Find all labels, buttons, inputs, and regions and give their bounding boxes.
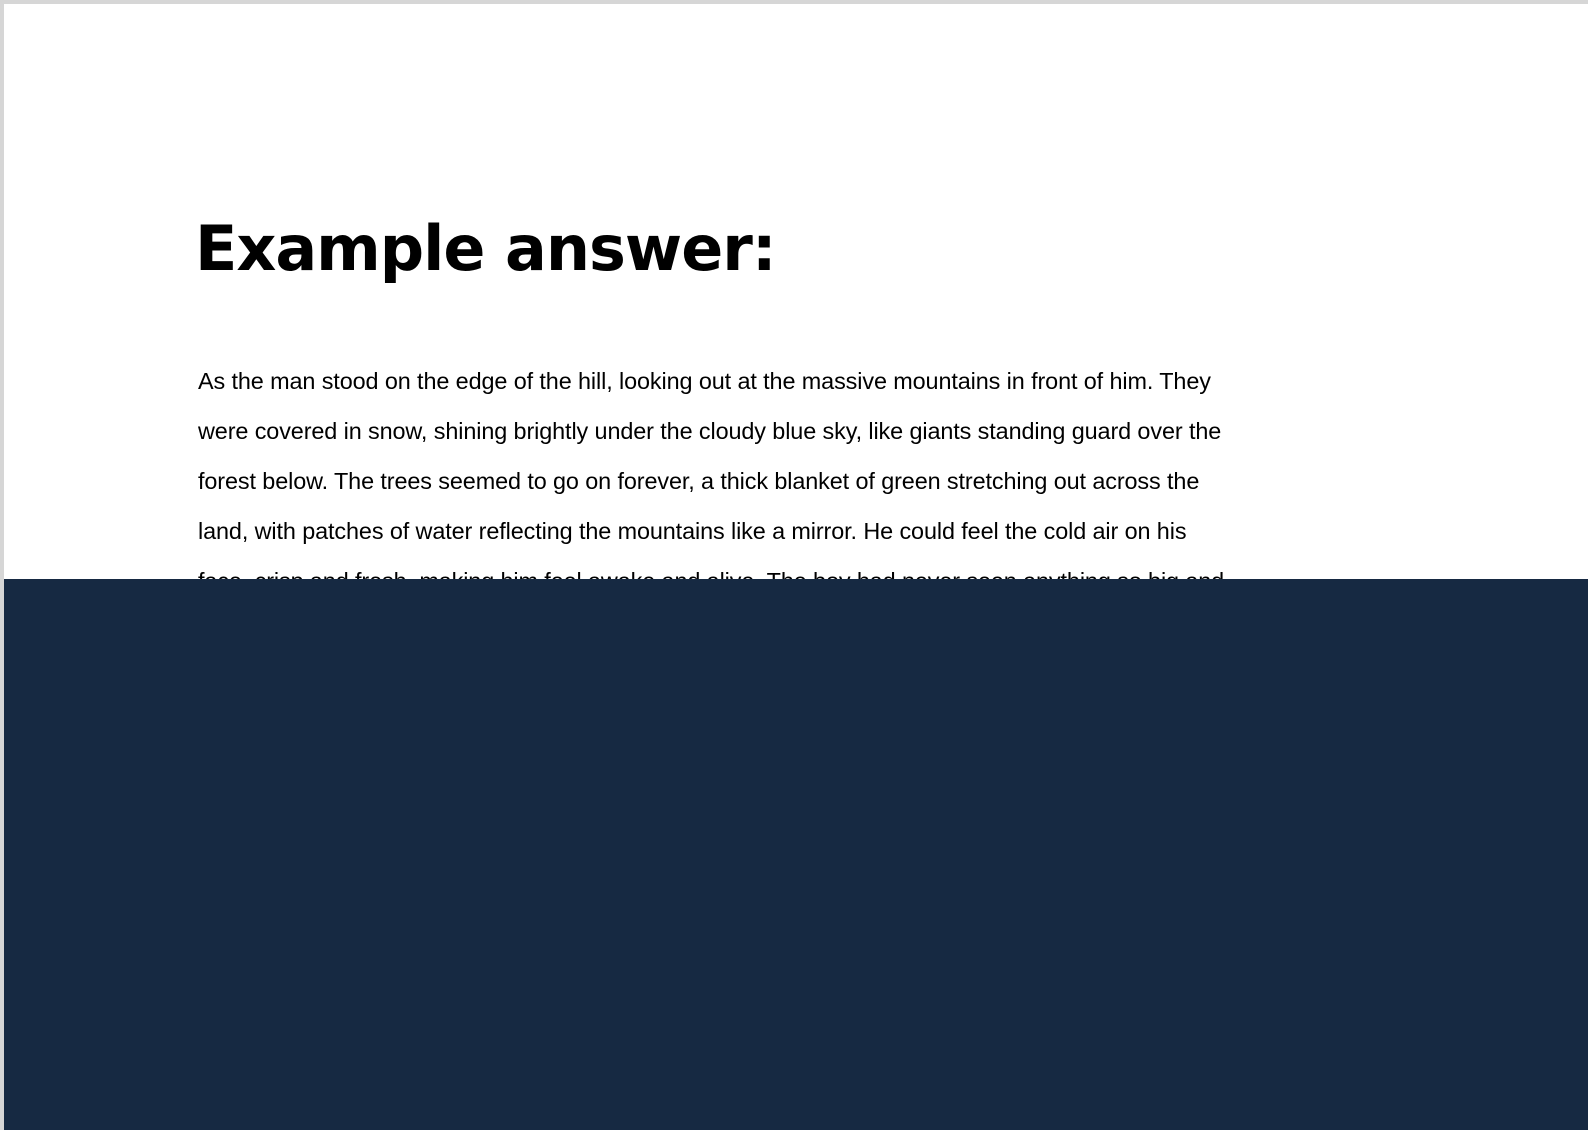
text-line: land, with patches of water reflecting the mountains like a mirror. He could feel the cold air on his	[198, 518, 1187, 544]
text-line: were covered in snow, shining brightly under the cloudy blue sky, like giants standing guard over the	[198, 418, 1222, 444]
text-line: As the man stood on the edge of the hill, looking out at the massive mountains in front of him. They	[198, 368, 1211, 394]
dark-overlay	[4, 579, 1588, 1130]
text-line: forest below. The trees seemed to go on forever, a thick blanket of green stretching out across the	[198, 468, 1200, 494]
page-title: Example answer:	[195, 212, 776, 285]
